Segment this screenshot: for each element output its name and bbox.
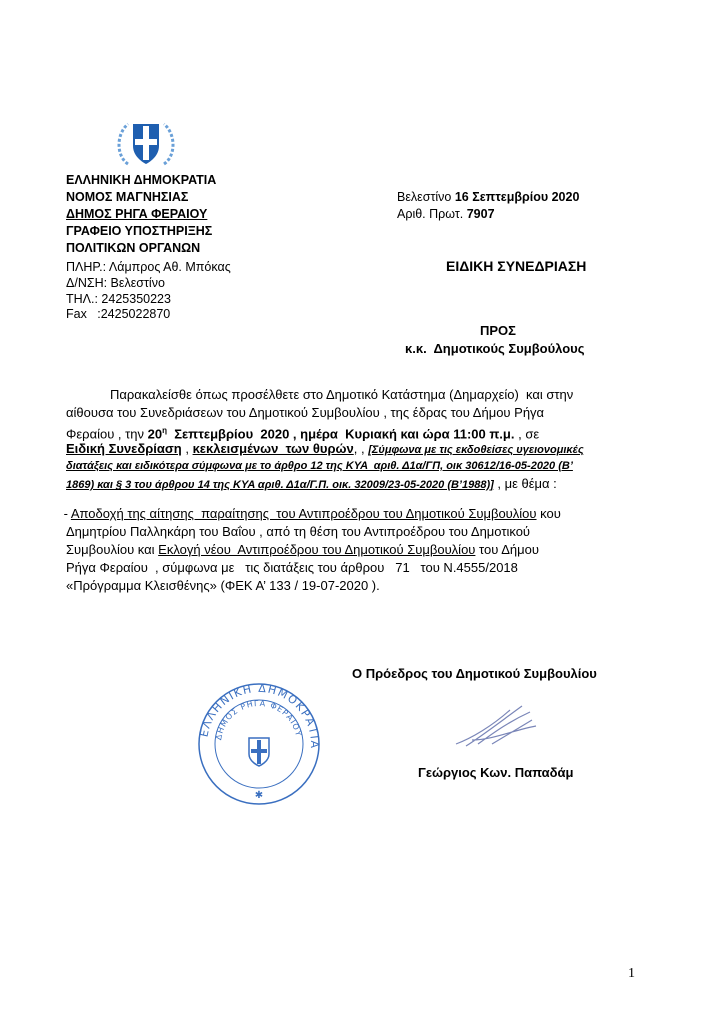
body-p2-line3 xyxy=(66,541,539,559)
legal-ref-end: 1869) και § 3 του άρθρου 14 της ΚΥΑ αριθ. Δ1α/Γ.Π. οικ. 32009/23-05-2020 (Β’1988)] xyxy=(66,479,494,491)
legal-ref-start: [Σύμφωνα με τις εκδοθείσες υγειονομικές xyxy=(368,444,584,456)
date-line xyxy=(397,189,579,205)
p1-line4-sep: , xyxy=(181,441,193,456)
special-session-text: Ειδική Συνεδρίαση xyxy=(66,441,182,456)
info-address: Δ/ΝΣΗ: Βελεστίνο xyxy=(66,276,165,290)
body-p1-line5: διατάξεις και ειδικότερα σύμφωνα με το άρθρο 12 της ΚΥΑ αριθ. Δ1α/ΓΠ, οικ 30612/16-05-2020 (Β’ xyxy=(66,460,573,472)
recipient-to: ΠΡΟΣ xyxy=(480,323,516,338)
svg-text:✱: ✱ xyxy=(254,790,264,801)
protocol-label: Αριθ. Πρωτ. xyxy=(397,207,467,221)
handwritten-signature xyxy=(452,700,540,750)
signatory-name: Γεώργιος Κων. Παπαδάμ xyxy=(418,765,574,780)
p1-line3-tail: , σε xyxy=(514,426,540,442)
header-line-office-2: ΠΟΛΙΤΙΚΩΝ ΟΡΓΑΝΩΝ xyxy=(66,241,201,255)
body-p2-line1 xyxy=(60,505,561,523)
body-p2-line5: «Πρόγραμμα Κλεισθένης» (ΦΕΚ Α’ 133 / 19-07-2020 ). xyxy=(66,578,380,593)
recipient-names: κ.κ. Δημοτικούς Συμβούλους xyxy=(405,341,585,356)
subject-election: Εκλογή νέου Αντιπροέδρου του Δημοτικού Συμβουλίου xyxy=(158,542,476,557)
svg-text:ΔΗΜΟΣ ΡΗΓΑ ΦΕΡΑΙΟΥ: ΔΗΜΟΣ ΡΗΓΑ ΦΕΡΑΙΟΥ xyxy=(214,698,304,741)
meeting-day-suffix: η xyxy=(162,426,167,435)
session-type-heading: ΕΙΔΙΚΗ ΣΥΝΕΔΡΙΑΣΗ xyxy=(446,258,587,274)
header-line-office: ΓΡΑΦΕΙΟ ΥΠΟΣΤΗΡΙΞΗΣ xyxy=(66,224,213,238)
p1-line3-text: Φεραίου , την xyxy=(66,426,148,442)
meeting-day: 20 xyxy=(147,426,163,442)
place-text: Βελεστίνο xyxy=(397,190,455,204)
p2-line1-tail: κου xyxy=(536,506,561,521)
info-contact-person: ΠΛΗΡ.: Λάμπρος Αθ. Μπόκας xyxy=(66,260,231,274)
signatory-title: Ο Πρόεδρος του Δημοτικού Συμβουλίου xyxy=(352,666,597,681)
header-line-prefecture: ΝΟΜΟΣ ΜΑΓΝΗΣΙΑΣ xyxy=(66,190,189,204)
closed-doors-text: κεκλεισμένων των θυρών xyxy=(192,441,354,456)
body-p1-line4 xyxy=(66,440,584,458)
protocol-line xyxy=(397,206,495,222)
body-p1-line6 xyxy=(66,475,557,493)
header-line-municipality: ΔΗΜΟΣ ΡΗΓΑ ΦΕΡΑΙΟΥ xyxy=(66,207,208,221)
date-text: 16 Σεπτεμβρίου 2020 xyxy=(454,190,580,204)
body-p2-line4: Ρήγα Φεραίου , σύμφωνα με τις διατάξεις του άρθρου 71 του Ν.4555/2018 xyxy=(66,560,518,575)
body-p1-line2: αίθουσα του Συνεδριάσεων του Δημοτικού Συμβουλίου , της έδρας του Δήμου Ρήγα xyxy=(66,405,545,420)
p1-line4-sep2: , , xyxy=(353,441,369,456)
page-number: 1 xyxy=(628,966,635,981)
greek-emblem xyxy=(110,118,182,170)
p2-line3-tail: του Δήμου xyxy=(475,542,539,557)
body-p2-line2: Δημητρίου Παλληκάρη του Βαΐου , από τη θέση του Αντιπροέδρου του Δημοτικού xyxy=(66,524,531,539)
svg-text:ΕΛΛΗΝΙΚΗ ΔΗΜΟΚΡΑΤΙΑ: ΕΛΛΗΝΙΚΗ ΔΗΜΟΚΡΑΤΙΑ xyxy=(197,681,322,750)
info-fax: Fax :2425022870 xyxy=(66,307,171,321)
subject-acceptance: Αποδοχή της αίτησης παραίτησης του Αντιπροέδρου του Δημοτικού Συμβουλίου xyxy=(70,506,537,521)
p2-line3-text: Συμβουλίου και xyxy=(66,542,159,557)
meeting-datetime: Σεπτεμβρίου 2020 , ημέρα Κυριακή και ώρα 11:00 π.μ. xyxy=(166,426,515,442)
protocol-number: 7907 xyxy=(466,207,495,221)
bullet-dash: - xyxy=(60,506,71,521)
municipality-seal xyxy=(195,680,323,808)
body-p1-line1: Παρακαλείσθε όπως προσέλθετε στο Δημοτικό Κατάστημα (Δημαρχείο) και στην xyxy=(110,387,574,402)
subject-intro: , με θέμα : xyxy=(493,476,557,491)
header-line-republic: ΕΛΛΗΝΙΚΗ ΔΗΜΟΚΡΑΤΙΑ xyxy=(66,173,217,187)
info-phone: ΤΗΛ.: 2425350223 xyxy=(66,292,171,306)
